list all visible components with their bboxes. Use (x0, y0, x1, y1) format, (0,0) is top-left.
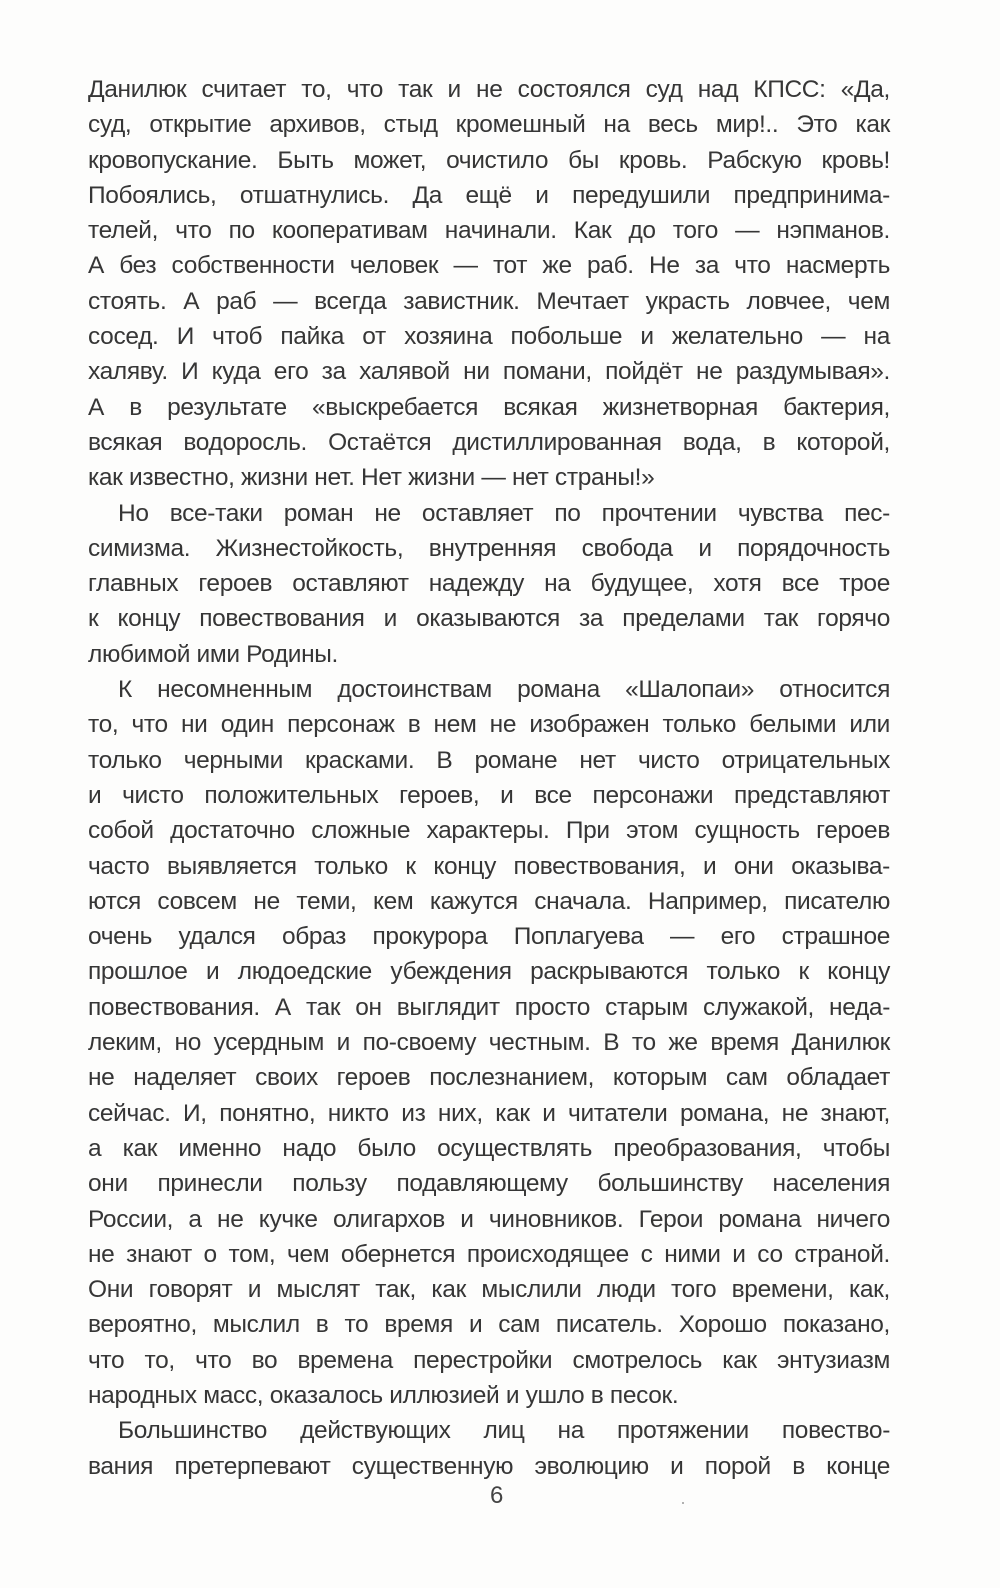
text-line: К несомненным достоинствам романа «Шалопаи» относится (118, 676, 890, 704)
text-line: не наделяет своих героев послезнанием, которым сам обладает (88, 1064, 890, 1092)
text-line: ются совсем не теми, кем кажутся сначала. Например, писателю (88, 887, 890, 915)
text-line: сосед. И чтоб пайка от хозяина побольше и желательно — на (88, 323, 890, 351)
text-line: России, а не кучке олигархов и чиновников. Герои романа ничего (88, 1205, 890, 1233)
text-line: А без собственности человек — тот же раб. Не за что насмерть (88, 252, 890, 280)
text-line: телей, что по кооперативам начинали. Как до того — нэпманов. (88, 217, 890, 245)
text-line: они принесли пользу подавляющему большинству населения (88, 1170, 890, 1198)
paragraph (88, 496, 890, 672)
text-line: Побоялись, отшатнулись. Да ещё и передушили предпринима- (88, 181, 890, 209)
text-line: как известно, жизни нет. Нет жизни — нет страны!» (88, 464, 655, 492)
text-line: очень удался образ прокурора Поплагуева — его страшное (88, 923, 890, 951)
text-line: а как именно надо было осуществлять преобразования, чтобы (88, 1134, 890, 1162)
text-line: что то, что во времена перестройки смотрелось как энтузиазм (88, 1346, 890, 1374)
text-line: не знают о том, чем обернется происходящее с ними и со страной. (88, 1240, 890, 1268)
text-line: сейчас. И, понятно, никто из них, как и читатели романа, не знают, (88, 1099, 890, 1127)
text-line: кровопускание. Быть может, очистило бы кровь. Рабскую кровь! (88, 146, 890, 174)
text-line: суд, открытие архивов, стыд кромешный на весь мир!.. Это как (88, 111, 890, 139)
text-line: вероятно, мыслил в то время и сам писатель. Хорошо показано, (88, 1311, 890, 1339)
paragraph (88, 72, 890, 496)
text-line: собой достаточно сложные характеры. При этом сущность героев (88, 817, 890, 845)
text-line: стоять. А раб — всегда завистник. Мечтает украсть ловчее, чем (88, 287, 890, 315)
text-line: симизма. Жизнестойкость, внутренняя свобода и порядочность (88, 534, 890, 562)
text-line: вания претерпевают существенную эволюцию и порой в конце (88, 1452, 890, 1480)
text-line: часто выявляется только к концу повествования, и они оказыва- (88, 852, 890, 880)
text-line: прошлое и людоедские убеждения раскрываются только к концу (88, 958, 890, 986)
text-line: и чисто положительных героев, и все персонажи представляют (88, 781, 890, 809)
text-line: только черными красками. В романе нет чисто отрицательных (88, 746, 890, 774)
text-line: Они говорят и мыслят так, как мыслили люди того времени, как, (88, 1276, 890, 1304)
text-line: Большинство действующих лиц на протяжении повество- (118, 1417, 890, 1445)
text-line: то, что ни один персонаж в нем не изображен только белыми или (88, 711, 890, 739)
paragraph (88, 672, 890, 1413)
page-body-text (88, 72, 890, 1484)
paragraph (88, 1413, 890, 1484)
text-line: халяву. И куда его за халявой ни помани, пойдёт не раздумывая». (88, 358, 890, 386)
text-line: к концу повествования и оказываются за пределами так горячо (88, 605, 890, 633)
text-line: главных героев оставляют надежду на будущее, хотя все трое (88, 570, 890, 598)
text-line: повествования. А так он выглядит просто старым служакой, неда- (88, 993, 890, 1021)
text-line: всякая водоросль. Остаётся дистиллированная вода, в которой, (88, 428, 890, 456)
text-line: Но все-таки роман не оставляет по прочтении чувства пес- (118, 499, 890, 527)
text-line: А в результате «выскребается всякая жизнетворная бактерия, (88, 393, 890, 421)
text-line: народных масс, оказалось иллюзией и ушло в песок. (88, 1381, 679, 1409)
scan-speck (682, 1502, 684, 1504)
text-line: Данилюк считает то, что так и не состоялся суд над КПСС: «Да, (88, 76, 890, 103)
text-line: любимой ими Родины. (88, 640, 339, 668)
page-number: 6 (490, 1482, 504, 1509)
text-line: леким, но усердным и по-своему честным. В то же время Данилюк (88, 1029, 890, 1057)
